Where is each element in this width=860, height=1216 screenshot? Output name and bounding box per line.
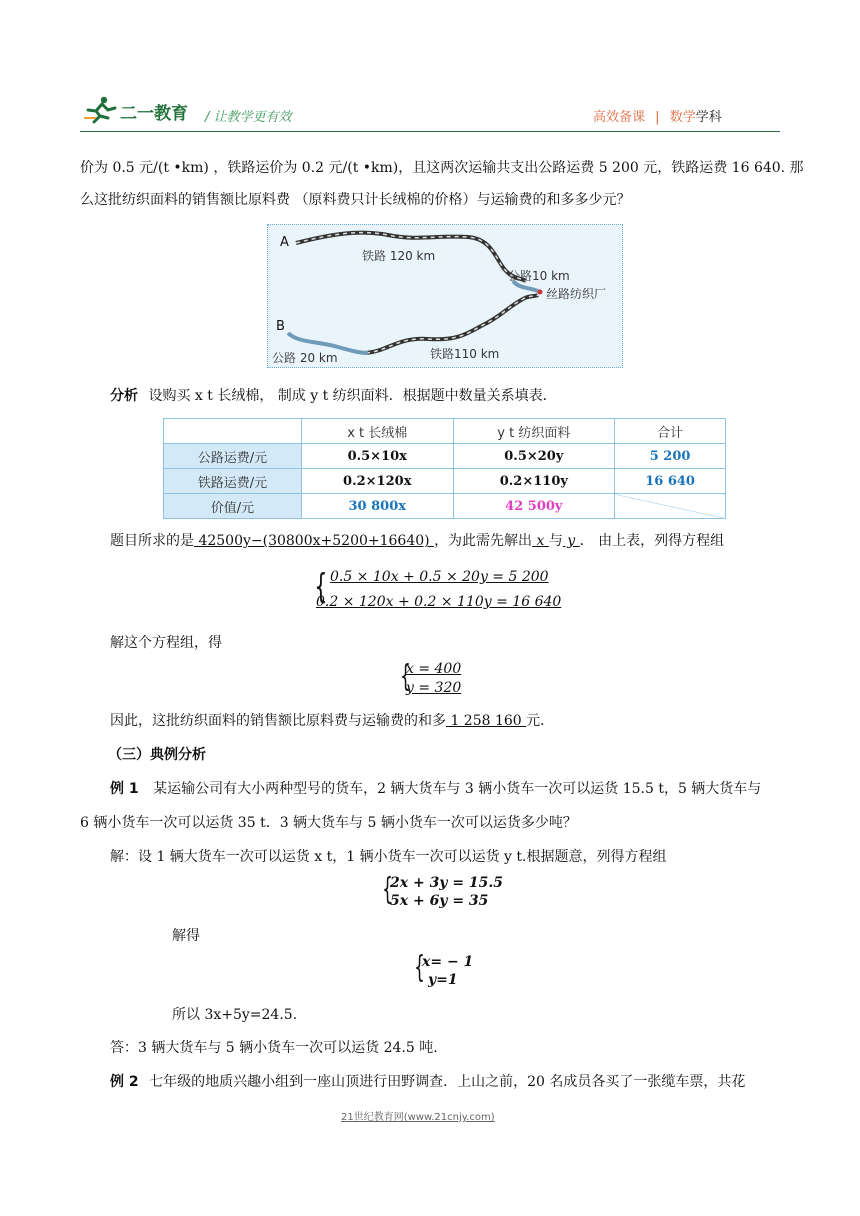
example1-solved: 解得 xyxy=(172,928,200,944)
map-factory: 丝路纺织厂 xyxy=(546,287,607,301)
example1-setup: 解：设 1 辆大货车一次可以运货 x t，1 辆小货车一次可以运货 y t.根据题意，列得方程组 xyxy=(110,849,667,865)
solution1-y: y = 320 xyxy=(406,680,462,696)
logo-text: 二一教育 xyxy=(120,104,188,124)
brace-symbol: { xyxy=(314,567,328,607)
table-cell: 30 800x xyxy=(302,494,454,519)
question-prefix: 题目所求的是 xyxy=(110,533,194,549)
example1-text-1: 某运输公司有大小两种型号的货车，2 辆大货车与 3 辆小货车一次可以运货 15.5 t，5 辆大货车与 xyxy=(153,781,762,797)
table-row xyxy=(164,469,726,494)
table-header-cell: x t 长绒棉 xyxy=(302,419,454,444)
example1-label: 例 1 xyxy=(110,781,139,797)
table-header-cell: 合计 xyxy=(615,419,726,444)
slogan: / 让教学更有效 xyxy=(205,110,292,125)
solution1-x: x = 400 xyxy=(406,661,462,677)
example1-eq2: 5x + 6y = 35 xyxy=(390,893,489,909)
analysis-label: 分析 xyxy=(110,388,138,404)
table-row xyxy=(164,444,726,469)
table-cell-total: 5 200 xyxy=(615,444,726,469)
map-label-b: B xyxy=(276,319,285,334)
brace-symbol: { xyxy=(382,872,393,907)
table-header-row xyxy=(164,419,726,444)
factory-marker xyxy=(538,290,543,295)
table-header-cell xyxy=(164,419,302,444)
table-cell-total: 16 640 xyxy=(615,469,726,494)
system1-eq1: 0.5 × 10x + 0.5 × 20y = 5 200 xyxy=(330,569,549,585)
question-mid: ，为此需先解出 xyxy=(434,533,533,549)
table-row-label: 铁路运费/元 xyxy=(164,469,302,494)
route-map xyxy=(267,224,623,368)
map-road-10: 公路10 km xyxy=(508,269,570,283)
question-and: 与 xyxy=(548,533,563,549)
map-label-a: A xyxy=(280,235,289,250)
table-cell: 0.2×120x xyxy=(302,469,454,494)
section-title: （三）典例分析 xyxy=(108,747,206,763)
example1-line-2: 6 辆小货车一次可以运货 35 t．3 辆大货车与 5 辆小货车一次可以运货多少吨？ xyxy=(80,815,577,831)
brace-symbol: { xyxy=(414,950,425,985)
footer-link[interactable]: 21世纪教育网(www.21cnjy.com) xyxy=(341,1112,495,1123)
header-separator: | xyxy=(655,110,660,125)
question-y: y xyxy=(562,533,580,549)
table-cell: 0.2×110y xyxy=(453,469,615,494)
table-cell: 42 500y xyxy=(453,494,615,519)
table-cell-empty xyxy=(615,494,726,519)
brace-symbol: { xyxy=(400,659,411,694)
example1-answer: 答：3 辆大货车与 5 辆小货车一次可以运货 24.5 吨. xyxy=(110,1040,438,1056)
table-cell: 0.5×20y xyxy=(453,444,615,469)
system1-eq2: 0.2 × 120x + 0.2 × 110y = 16 640 xyxy=(316,594,562,610)
table-row-label: 价值/元 xyxy=(164,494,302,519)
table-row-label: 公路运费/元 xyxy=(164,444,302,469)
example1-sol-y: y=1 xyxy=(428,972,458,988)
conclusion-value: 1 258 160 xyxy=(446,713,527,729)
table-row xyxy=(164,494,726,519)
conclusion xyxy=(110,710,554,730)
header-label-c: 学科 xyxy=(695,110,722,125)
example1-line-1 xyxy=(110,778,761,798)
example2-line xyxy=(110,1071,745,1091)
conclusion-suffix: 元． xyxy=(526,713,555,729)
example2-text: 七年级的地质兴趣小组到一座山顶进行田野调查．上山之前，20 名成员各买了一张缆车票，共花 xyxy=(149,1074,746,1090)
map-road-20: 公路 20 km xyxy=(272,351,338,365)
question-expression: 42500y−(30800x+5200+16640) xyxy=(194,533,435,549)
example1-eq1: 2x + 3y = 15.5 xyxy=(390,875,504,891)
question-suffix: ． 由上表，列得方程组 xyxy=(579,533,725,549)
example1-sol-x: x= − 1 xyxy=(422,954,474,970)
question-x: x xyxy=(532,533,549,549)
data-table xyxy=(163,418,726,519)
solve-text: 解这个方程组，得 xyxy=(110,635,222,651)
runner-logo-icon xyxy=(82,96,120,124)
map-rail-110: 铁路110 km xyxy=(430,347,500,361)
intro-line-1: 价为 0.5 元/(t •km) ，铁路运价为 0.2 元/(t •km)，且这两次运输共支出公路运费 5 200 元，铁路运费 16 640. 那 xyxy=(80,160,804,176)
logo xyxy=(82,96,194,124)
header-divider xyxy=(80,131,780,132)
table-cell: 0.5×10x xyxy=(302,444,454,469)
header-subject xyxy=(593,106,722,125)
map-rail-120: 铁路 120 km xyxy=(362,249,436,263)
analysis-text: 设购买 x t 长绒棉， 制成 y t 纺织面料．根据题中数量关系填表． xyxy=(148,388,557,404)
conclusion-prefix: 因此，这批纺织面料的销售额比原料费与运输费的和多 xyxy=(110,713,446,729)
example1-so: 所以 3x+5y=24.5. xyxy=(172,1007,298,1023)
intro-line-2: 么这批纺织面料的销售额比原料费 （原料费只计长绒棉的价格）与运输费的和多多少元？ xyxy=(80,192,631,208)
analysis xyxy=(110,385,557,405)
header-label-b: 数学 xyxy=(669,110,696,125)
example2-label: 例 2 xyxy=(110,1074,139,1090)
header-label-a: 高效备课 xyxy=(593,110,646,125)
question-line xyxy=(110,530,724,550)
table-header-cell: y t 纺织面料 xyxy=(453,419,615,444)
